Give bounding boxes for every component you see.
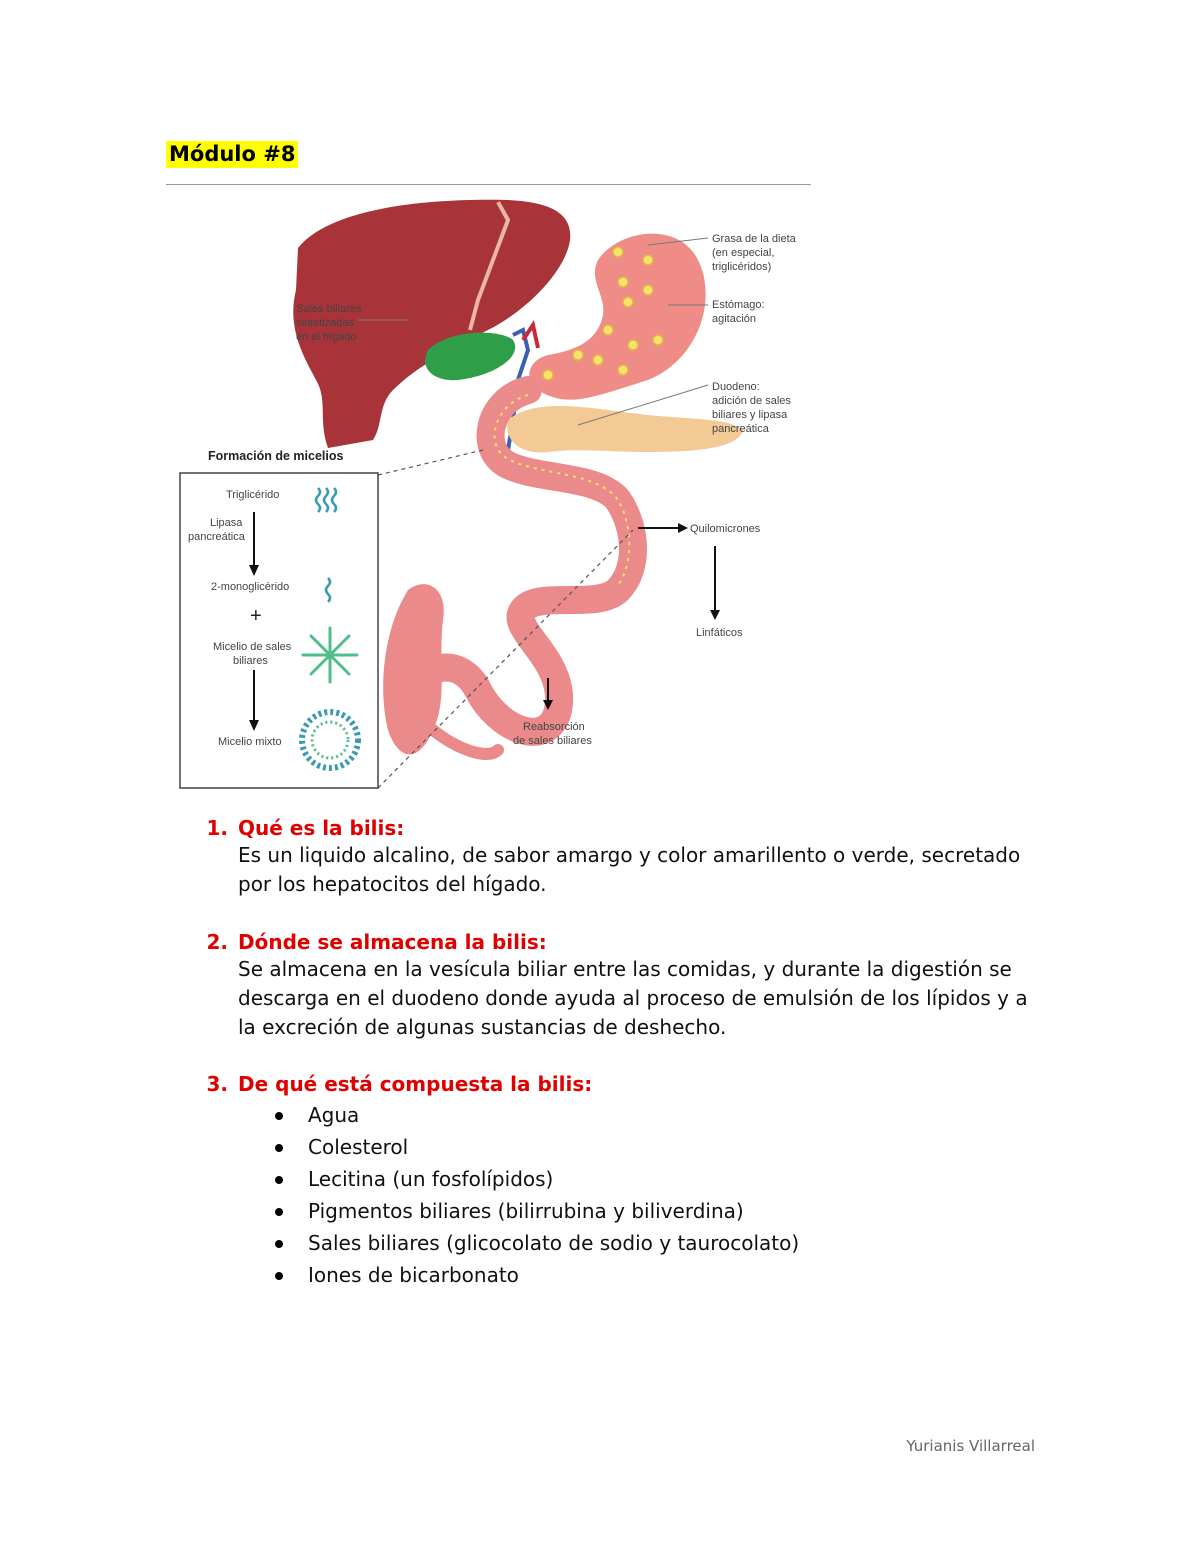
list-item	[238, 1228, 799, 1260]
label-reabsorcion-2: de sales biliares	[513, 735, 592, 747]
question-1-number: 1.	[206, 816, 228, 840]
mixed-micelle-icon	[302, 712, 358, 768]
svg-text:triglicéridos)	[712, 261, 771, 273]
label-formacion: Formación de micelios	[208, 449, 344, 463]
list-item	[238, 1164, 799, 1196]
svg-text:pancreática	[712, 423, 770, 435]
svg-text:Estómago:	[712, 299, 765, 311]
svg-text:2-monoglicérido	[211, 581, 289, 593]
question-2-number: 2.	[206, 930, 228, 954]
label-grasa-3: triglicéridos)	[712, 261, 772, 273]
list-item-text: Sales biliares (glicocolato de sodio y taurocolato)	[308, 1231, 800, 1255]
label-monoglic: 2-monoglicérido	[211, 581, 290, 593]
svg-text:+	[250, 605, 262, 627]
answer-1-line-2: por los hepatocitos del hígado.	[238, 872, 547, 896]
bullet-icon	[275, 1272, 283, 1280]
svg-text:Duodeno:	[712, 381, 760, 393]
label-sales-biliares-2: sintetizadas	[296, 317, 355, 329]
label-micelio-sales-2: biliares	[233, 655, 268, 667]
list-item	[238, 1100, 799, 1132]
label-duodeno-4: pancreática	[712, 423, 769, 435]
svg-text:Linfáticos	[696, 627, 743, 639]
list-item	[238, 1132, 799, 1164]
svg-text:Triglicérido	[226, 489, 279, 501]
answer-1	[238, 841, 1038, 899]
footer-author: Yurianis Villarreal	[906, 1437, 1035, 1455]
question-1-title: Qué es la bilis:	[238, 816, 405, 840]
bullet-icon	[275, 1144, 283, 1152]
label-reabsorcion-1: Reabsorción	[523, 721, 585, 733]
svg-text:en el hígado	[296, 331, 357, 343]
svg-text:(en especial,	[712, 247, 774, 259]
question-3-number: 3.	[206, 1072, 228, 1096]
answer-2-line-1: Se almacena en la vesícula biliar entre las comidas, y durante la digestión se	[238, 957, 1012, 981]
list-item-text: Agua	[308, 1103, 360, 1127]
svg-text:Formación de micelios	[208, 449, 344, 463]
list-item	[238, 1260, 799, 1292]
label-linfaticos: Linfáticos	[696, 627, 743, 639]
svg-text:Grasa de la dieta	[712, 233, 797, 245]
bile-salt-micelle-icon	[303, 628, 357, 682]
question-3-title: De qué está compuesta la bilis:	[238, 1072, 593, 1096]
bullet-icon	[275, 1176, 283, 1184]
svg-text:adición de sales	[712, 395, 791, 407]
page-title: Módulo #8	[166, 141, 298, 168]
label-duodeno-3: biliares y lipasa	[712, 409, 788, 421]
bile-composition-list	[238, 1100, 799, 1292]
answer-2-line-3: la excreción de algunas sustancias de deshecho.	[238, 1015, 727, 1039]
answer-2-line-2: descarga en el duodeno donde ayuda al proceso de emulsión de los lípidos y a	[238, 986, 1028, 1010]
svg-text:Quilomicrones	[690, 523, 761, 535]
list-item	[238, 1196, 799, 1228]
label-micelio-sales-1: Micelio de sales	[213, 641, 292, 653]
svg-text:biliares	[233, 655, 268, 667]
label-micelio-mixto: Micelio mixto	[218, 736, 282, 748]
bullet-icon	[275, 1112, 283, 1120]
bullet-icon	[275, 1240, 283, 1248]
list-item-text: Colesterol	[308, 1135, 409, 1159]
bullet-icon	[275, 1208, 283, 1216]
svg-text:biliares y lipasa	[712, 409, 788, 421]
svg-text:Reabsorción	[523, 721, 585, 733]
list-item-text: Pigmentos biliares (bilirrubina y biliverdina)	[308, 1199, 744, 1223]
digestive-anatomy-figure	[178, 190, 818, 790]
label-lipasa-1: Lipasa	[210, 517, 243, 529]
pancreas	[507, 406, 743, 452]
svg-text:sintetizadas	[296, 317, 355, 329]
label-lipasa-2: pancreática	[188, 531, 245, 543]
list-item-text: Lecitina (un fosfolípidos)	[308, 1167, 554, 1191]
svg-text:Micelio mixto	[218, 736, 282, 748]
label-trigliceridos: Triglicérido	[226, 489, 280, 501]
answer-2	[238, 955, 1038, 1042]
label-sales-biliares-3: en el hígado	[296, 331, 357, 343]
monoglyceride-icon	[326, 578, 330, 602]
label-estomago-2: agitación	[712, 313, 757, 325]
label-duodeno-1: Duodeno:	[712, 381, 760, 393]
svg-text:agitación	[712, 313, 756, 325]
label-grasa-1: Grasa de la dieta	[712, 233, 796, 245]
label-grasa-2: (en especial,	[712, 247, 775, 259]
svg-text:Lipasa	[210, 517, 243, 529]
svg-text:de sales biliares	[513, 735, 592, 747]
title-divider	[166, 184, 811, 185]
svg-text:pancreática	[188, 531, 246, 543]
svg-text:Sales biliares	[296, 303, 362, 315]
label-estomago-1: Estómago:	[712, 299, 765, 311]
label-quilomicrones: Quilomicrones	[690, 523, 761, 535]
list-item-text: Iones de bicarbonato	[308, 1263, 519, 1287]
triglyceride-icon	[316, 488, 336, 512]
question-2-title: Dónde se almacena la bilis:	[238, 930, 547, 954]
label-duodeno-2: adición de sales	[712, 395, 791, 407]
label-plus: +	[250, 605, 262, 627]
svg-text:Micelio de sales	[213, 641, 292, 653]
answer-1-line-1: Es un liquido alcalino, de sabor amargo y color amarillento o verde, secretado	[238, 843, 1021, 867]
label-sales-biliares-1: Sales biliares	[296, 303, 362, 315]
